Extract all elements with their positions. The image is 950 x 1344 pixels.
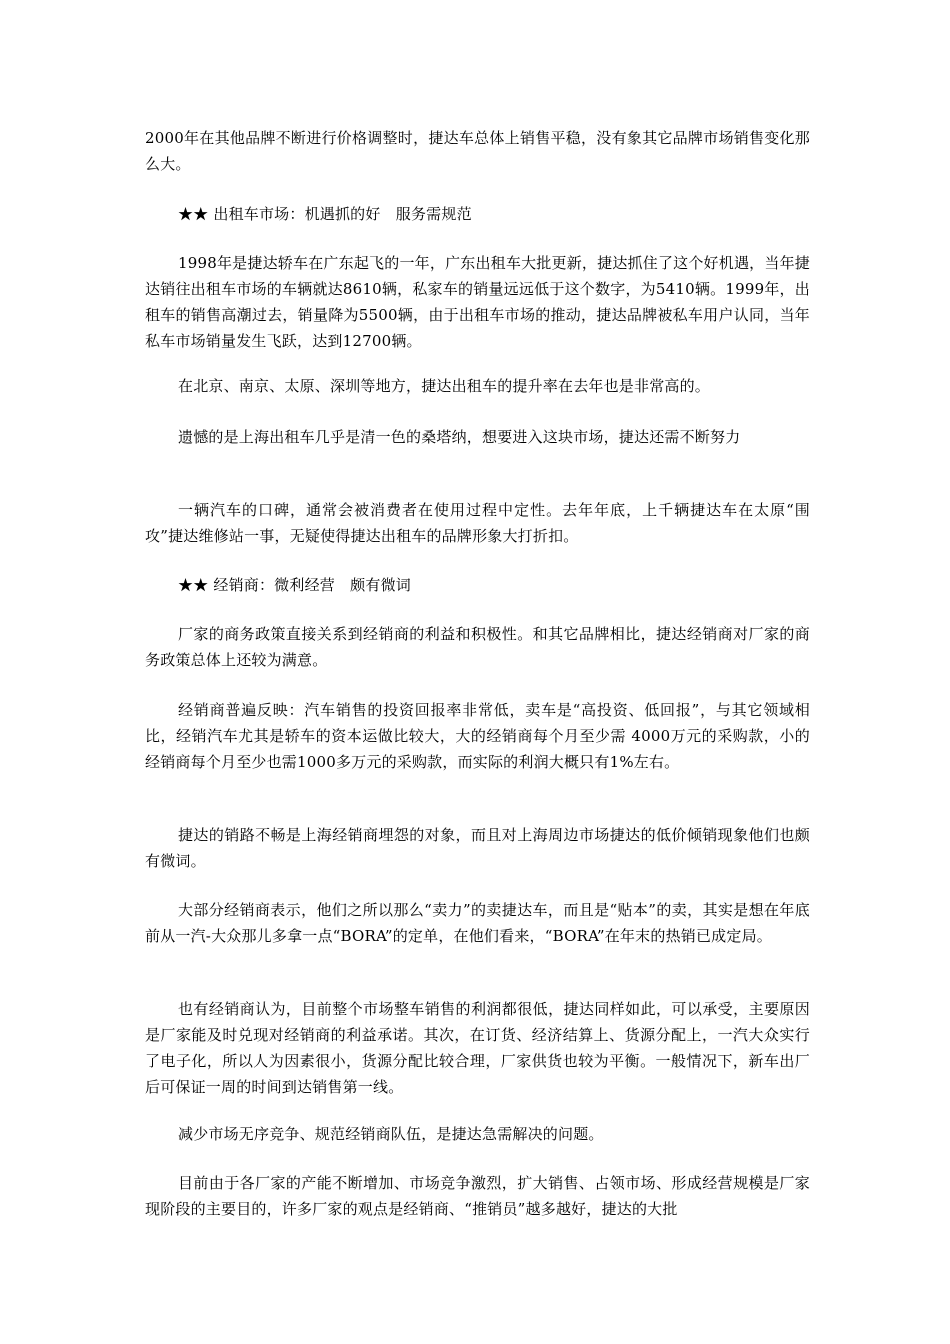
paragraph-commerce-policy: 厂家的商务政策直接关系到经销商的利益和积极性。和其它品牌相比，捷达经销商对厂家的商务政策总体上还较为满意。 [145, 625, 810, 669]
section-heading-dealers: ★★ 经销商：微利经营 颇有微词 [178, 576, 411, 594]
paragraph-low-profit: 也有经销商认为，目前整个市场整车销售的利润都很低，捷达同样如此，可以承受，主要原因是厂家能及时兑现对经销商的利益承诺。其次，在订货、经济结算上、货源分配上，一汽大众实行了电子化，所以人为因素很小，货源分配比较合理，厂家供货也较为平衡。一般情况下，新车出厂后可保证一周的时间到达销售第一线。 [145, 1000, 810, 1096]
paragraph-shanghai-taxi: 遗憾的是上海出租车几乎是清一色的桑塔纳，想要进入这块市场，捷达还需不断努力 [178, 428, 741, 446]
paragraph-reputation: 一辆汽车的口碑，通常会被消费者在使用过程中定性。去年年底，上千辆捷达车在太原“围攻”捷达维修站一事，无疑使得捷达出租车的品牌形象大打折扣。 [145, 501, 810, 545]
section-heading-taxi-market: ★★ 出租车市场：机遇抓的好 服务需规范 [178, 205, 472, 223]
paragraph-guangdong-taxi: 1998年是捷达轿车在广东起飞的一年，广东出租车大批更新，捷达抓住了这个好机遇，当年捷达销往出租车市场的车辆就达8610辆，私家车的销量远远低于这个数字，为5410辆。1999年，出租车的销售高潮过去，销量降为5500辆，由于出租车市场的推动，捷达品牌被私车用户认同，当年私车市场销量发生飞跃，达到12700辆。 [145, 254, 810, 350]
paragraph-capacity-growth: 目前由于各厂家的产能不断增加、市场竞争激烈，扩大销售、占领市场、形成经营规模是厂家现阶段的主要目的，许多厂家的观点是经销商、“推销员”越多越好，捷达的大批 [145, 1174, 810, 1218]
paragraph-shanghai-dealers: 捷达的销路不畅是上海经销商埋怨的对象，而且对上海周边市场捷达的低价倾销现象他们也颇有微词。 [145, 826, 810, 870]
paragraph-price-stability: 2000年在其他品牌不断进行价格调整时，捷达车总体上销售平稳，没有象其它品牌市场销售变化那么大。 [145, 129, 810, 173]
paragraph-other-cities: 在北京、南京、太原、深圳等地方，捷达出租车的提升率在去年也是非常高的。 [178, 377, 711, 395]
paragraph-dealer-feedback: 经销商普遍反映：汽车销售的投资回报率非常低，卖车是“高投资、低回报”，与其它领域相比，经销汽车尤其是轿车的资本运做比较大，大的经销商每个月至少需 4000万元的采购款，小的经销商每个月至少也需1000多万元的采购款，而实际的利润大概只有1%左右。 [145, 701, 810, 771]
paragraph-bora-orders: 大部分经销商表示，他们之所以那么“卖力”的卖捷达车，而且是“贴本”的卖，其实是想在年底前从一汽-大众那儿多拿一点“BORA”的定单，在他们看来，“BORA”在年末的热销已成定局。 [145, 901, 810, 945]
paragraph-market-competition: 减少市场无序竞争、规范经销商队伍，是捷达急需解决的问题。 [178, 1125, 604, 1143]
